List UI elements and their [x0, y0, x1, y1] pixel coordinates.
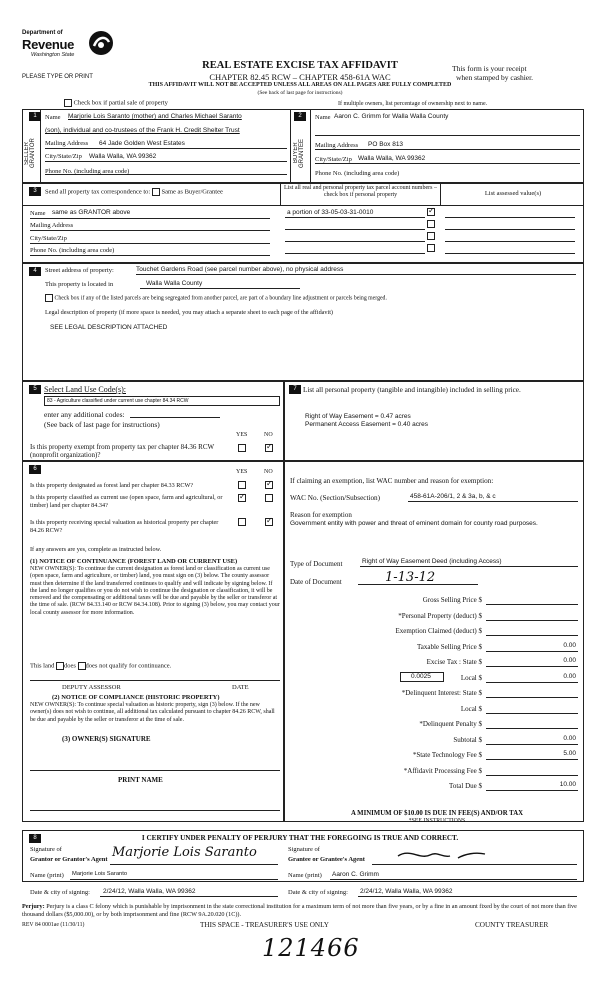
buyer-name[interactable]: Aaron C. Grimm for Walla Walla County [334, 113, 449, 120]
partial-sale [64, 99, 168, 107]
buyer-city-label: City/State/Zip [315, 156, 352, 163]
land-use-see-back: (See back of last page for instructions) [44, 420, 160, 429]
land-use-code-select[interactable]: 83 - Agriculture classified under current use chapter 84.34 RCW [44, 396, 280, 406]
exemption-title: If claiming an exemption, list WAC number and reason for exemption: [290, 477, 494, 485]
current-use-no-checkbox[interactable] [265, 494, 273, 502]
tax-row-label: *Delinquent Interest: State $ [401, 689, 482, 697]
tax-row-label: *Personal Property (deduct) $ [398, 611, 482, 620]
tax-row-label: Gross Selling Price $ [422, 596, 482, 604]
section-number-2: 2 [294, 112, 306, 121]
this-land-label: This land [30, 662, 55, 670]
buyer-city[interactable]: Walla Walla, WA 99362 [358, 155, 426, 162]
logo-dept: Department of [22, 30, 63, 36]
parcel-3-checkbox[interactable] [427, 232, 435, 240]
seller-city-label: City/State/Zip [45, 153, 82, 160]
tax-name-label: Name [30, 210, 46, 217]
street-value[interactable]: Touchet Gardens Road (see parcel number above), no physical address [136, 266, 344, 273]
parcel-1-checkbox[interactable] [427, 208, 435, 216]
seller-side-label: SELLER GRANTOR [24, 138, 36, 168]
receipt-line1: This form is your receipt [452, 64, 527, 73]
notice2-text: NEW OWNER(S): To continue special valuation as historic property, sign (3) below. If the new owner(s) does not wish to continue, all additional tax calculated pursuant to chapter 84.26 RCW, shall be due and payable by the seller or transferor at the time of sale. [30, 702, 275, 723]
grantee-signature[interactable] [390, 846, 490, 864]
section-number-6: 6 [29, 465, 41, 474]
send-all [45, 188, 223, 196]
tax-row-line [486, 682, 578, 683]
notice1-title: (1) NOTICE OF CONTINUANCE (FOREST LAND OR CURRENT USE) [30, 558, 238, 565]
tax-row-label: Total Due $ [449, 782, 482, 790]
grantee-sig-label2: Grantee or Grantee's Agent [288, 856, 365, 863]
form-title: REAL ESTATE EXCISE TAX AFFIDAVIT [202, 60, 398, 71]
perjury-label: Perjury: [22, 903, 45, 910]
tax-row-line [486, 697, 578, 698]
section5-yes: YES [236, 432, 248, 438]
owner-signature-label: (3) OWNER(S) SIGNATURE [62, 735, 151, 743]
perjury-text: Perjury is a class C felony which is punishable by imprisonment in the state correctional institution for a maximum term of not more than five years, or by a fine in an amount fixed by the court of not more than five thousand dollars ($5,000.00), or by both imprisonment and fine (RCW 9A.20.020 (1C)). [22, 903, 577, 918]
historic-no-checkbox[interactable] [265, 518, 273, 526]
grantor-sig-label2: Grantor or Grantor's Agent [30, 856, 108, 863]
exempt-question: Is this property exempt from property tax per chapter 84.36 RCW (nonprofit organization)? [30, 443, 214, 459]
located-value[interactable]: Walla Walla County [146, 280, 203, 287]
tax-row-line [486, 728, 578, 729]
grantee-date[interactable]: 2/24/12, Walla Walla, WA 99362 [360, 888, 453, 895]
tax-row-line [486, 666, 578, 667]
forest-question: Is this property designated as forest land per chapter 84.33 RCW? [30, 482, 194, 489]
tax-row-line [486, 651, 578, 652]
local-rate[interactable]: 0.0025 [400, 672, 444, 682]
tax-row-line [486, 790, 578, 791]
section-number-7: 7 [289, 385, 301, 394]
wac-label: WAC No. (Section/Subsection) [290, 494, 381, 502]
current-use-question: Is this property classified as current use (open space, farm and agricultural, or timber) land per chapter 84.34? [30, 494, 223, 509]
reason-label: Reason for exemption [290, 511, 352, 519]
buyer-mailing[interactable]: PO Box 813 [368, 141, 404, 148]
tax-row-label: Excise Tax : State $ [426, 658, 482, 666]
does-not-checkbox[interactable] [78, 662, 86, 670]
tax-row-label: Local $ [460, 673, 482, 682]
located-label: This property is located in [45, 281, 114, 288]
tax-row-label: *State Technology Fee $ [412, 751, 482, 759]
doc-type-value[interactable]: Right of Way Easement Deed (including Access) [362, 558, 502, 565]
tax-city-label: City/State/Zip [30, 235, 67, 242]
historic-yes-checkbox[interactable] [238, 518, 246, 526]
grantor-date-label: Date & city of signing: [30, 889, 90, 896]
grantee-sig-label1: Signature of [288, 846, 320, 853]
doc-type-label: Type of Document [290, 560, 343, 568]
tax-name[interactable]: same as GRANTOR above [52, 209, 131, 216]
please-type: PLEASE TYPE OR PRINT [22, 74, 93, 80]
segregated-label: Check box if any of the listed parcels are being segregated from another parcel, are part of a boundary line adjustment or parcels being merged. [54, 295, 387, 302]
grantor-date[interactable]: 2/24/12, Walla Walla, WA 99362 [103, 888, 196, 895]
exempt-yes-checkbox[interactable] [238, 444, 246, 452]
section6-no: NO [264, 469, 273, 475]
tax-row-value[interactable]: 0.00 [563, 672, 576, 680]
notice2-title: (2) NOTICE OF COMPLIANCE (HISTORIC PROPERTY) [52, 694, 220, 701]
parcel-2-checkbox[interactable] [427, 220, 435, 228]
seller-name-line2[interactable]: (son), individual and co-trustees of the Frank H. Credit Shelter Trust [45, 127, 240, 134]
section-number-3: 3 [29, 187, 41, 196]
logo-revenue: Revenue [22, 37, 75, 52]
see-instructions: *SEE INSTRUCTIONS [408, 818, 466, 824]
grantee-date-label: Date & city of signing: [288, 889, 348, 896]
personal-property-title: List all personal property (tangible and intangible) included in selling price. [303, 386, 521, 394]
tax-row-line [486, 744, 578, 745]
section5-no: NO [264, 432, 273, 438]
same-as-buyer-checkbox[interactable] [152, 188, 160, 196]
current-use-yes-checkbox[interactable] [238, 494, 246, 502]
minimum-due: A MINIMUM OF $10.00 IS DUE IN FEE(S) AND/OR TAX [350, 810, 524, 817]
notice1-text: NEW OWNER(S): To continue the current designation as forest land or classification as current use (open space, farm and agriculture, or timber) land, you must sign on (3) below. The county assessor must then determine if the land transferred continues to qualify and will indicate by signing below. If the land no longer qualifies or you do not wish to continue the designation or classification, it will be removed and the compensating or additional taxes will be due and payable by the seller or transferor at the time of sale. (RCW 84.33.140 or RCW 84.34.108). Prior to signing (3) below, you may contact your local county assessor for more information. [30, 566, 280, 616]
continuance [30, 662, 171, 670]
tax-row-value[interactable]: 0.00 [563, 657, 576, 664]
legal-value[interactable]: SEE LEGAL DESCRIPTION ATTACHED [50, 324, 168, 331]
grantor-name-label: Name (print) [30, 872, 64, 879]
deputy-date-label: DATE [232, 684, 249, 691]
enter-any-label: enter any additional codes: [44, 410, 125, 419]
logo-washington: Washington State [31, 52, 75, 58]
tax-row-line [486, 620, 578, 621]
buyer-mailing-label: Mailing Address [315, 142, 359, 149]
certify-statement: I CERTIFY UNDER PENALTY OF PERJURY THAT THE FOREGOING IS TRUE AND CORRECT. [141, 834, 459, 842]
perjury-notice [22, 903, 584, 918]
does-not-label: does not qualify for continuance. [85, 662, 172, 670]
tax-row-label: *Affidavit Processing Fee $ [403, 766, 482, 775]
handwritten-number: 121466 [262, 934, 360, 962]
form-warning: THIS AFFIDAVIT WILL NOT BE ACCEPTED UNLESS ALL AREAS ON ALL PAGES ARE FULLY COMPLETED [148, 82, 452, 88]
section-number-8: 8 [29, 834, 41, 843]
receipt-line2: when stamped by cashier. [456, 73, 534, 82]
form-chapter: CHAPTER 82.45 RCW – CHAPTER 458-61A WAC [209, 72, 391, 82]
deputy-assessor-label: DEPUTY ASSESSOR [62, 684, 121, 691]
buyer-phone-label: Phone No. (including area code) [315, 170, 400, 177]
does-label: does [64, 662, 76, 670]
section-6-box [22, 461, 284, 822]
tax-row-label: Subtotal $ [453, 735, 482, 744]
buyer-side-label: BUYER GRANTEE [293, 138, 305, 168]
grantor-sig-label1: Signature of [30, 846, 62, 853]
grantee-name-label: Name (print) [288, 872, 322, 879]
same-as-label: Same as Buyer/Grantee [161, 188, 223, 196]
buyer-name-label: Name [315, 114, 331, 121]
parcel-4-checkbox[interactable] [427, 244, 435, 252]
list-all-header: List all real and personal property tax parcel account numbers – check box if personal property [284, 185, 437, 198]
section6-yes: YES [236, 469, 248, 475]
street-label: Street address of property: [45, 267, 114, 274]
partial-sale-label: Check box if partial sale of property [73, 99, 168, 107]
list-assessed-header: List assessed value(s) [484, 190, 542, 197]
tax-row-label: Exemption Claimed (deduct) $ [395, 627, 482, 635]
seller-city[interactable]: Walla Walla, WA 99362 [89, 153, 157, 160]
tax-phone-label: Phone No. (including area code) [30, 247, 115, 254]
tax-row-value[interactable]: 0.00 [563, 734, 576, 742]
tax-row-line [486, 759, 578, 760]
tax-row-value[interactable]: 0.00 [563, 641, 576, 649]
if-yes-label: If any answers are yes, complete as instructed below. [30, 546, 162, 553]
segregated [45, 294, 387, 302]
legal-label: Legal description of property (if more space is needed, you may attach a separate sheet to each page of the affidavit) [45, 309, 333, 316]
revenue-logo-icon [88, 30, 114, 56]
tax-mailing-label: Mailing Address [30, 222, 74, 229]
personal-property-row1[interactable]: Right of Way Easement = 0.47 acres [305, 413, 411, 420]
partial-sale-checkbox[interactable] [64, 99, 72, 107]
section-number-5: 5 [29, 385, 41, 394]
print-name-label: PRINT NAME [118, 776, 163, 784]
rev-number: REV 84 0001ae (11/30/11) [22, 922, 85, 928]
section-number-4: 4 [29, 267, 41, 276]
seller-name-label: Name [45, 114, 61, 121]
grantor-name[interactable]: Marjorie Lois Saranto [72, 871, 128, 877]
multiple-owners: If multiple owners, list percentage of ownership next to name. [338, 101, 488, 107]
reason-value[interactable]: Government entity with power and threat of eminent domain for county road purposes. [290, 520, 538, 527]
doc-date-label: Date of Document [290, 578, 342, 586]
segregated-checkbox[interactable] [45, 294, 53, 302]
tax-row-label: Taxable Selling Price $ [416, 642, 482, 651]
forest-no-checkbox[interactable] [265, 481, 273, 489]
tax-row-value[interactable]: 5.00 [563, 750, 576, 757]
tax-row-label: *Delinquent Penalty $ [419, 720, 482, 728]
historic-question: Is this property receiving special valuation as historical property per chapter 84.26 RCW? [30, 519, 219, 534]
tax-row-line [486, 604, 578, 605]
section-number-1: 1 [29, 112, 41, 121]
county-treasurer: COUNTY TREASURER [475, 921, 549, 929]
seller-mailing[interactable]: 64 Jade Golden West Estates [99, 140, 185, 147]
tax-row-line [486, 713, 578, 714]
grantor-signature[interactable]: Marjorie Lois Saranto [112, 845, 257, 860]
seller-phone-label: Phone No. (including area code) [45, 168, 130, 175]
seller-name-line1[interactable]: Marjorie Lois Saranto (mother) and Charles Michael Saranto [68, 113, 242, 120]
parcel-number[interactable]: a portion of 33-05-03-31-0010 [287, 209, 374, 216]
doc-date-value[interactable]: 1-13-12 [385, 570, 436, 585]
personal-property-row2[interactable]: Permanent Access Easement = 0.40 acres [305, 421, 429, 428]
tax-row-label: Local $ [460, 704, 482, 713]
forest-yes-checkbox[interactable] [238, 481, 246, 489]
tax-row-line [486, 635, 578, 636]
treasurer-space: THIS SPACE - TREASURER'S USE ONLY [200, 921, 329, 929]
send-all-label: Send all property tax correspondence to: [45, 188, 151, 196]
exempt-no-checkbox[interactable] [265, 444, 273, 452]
grantee-name[interactable]: Aaron C. Grimm [332, 871, 379, 878]
land-use-title: Select Land Use Code(s): [44, 385, 126, 394]
tax-row-line [486, 775, 578, 776]
does-checkbox[interactable] [56, 662, 64, 670]
tax-row-value[interactable]: 10.00 [559, 781, 576, 788]
see-back: (See back of last page for instructions) [257, 90, 343, 96]
wac-value[interactable]: 458-61A-206/1, 2 & 3a, b, & c [410, 493, 496, 500]
seller-mailing-label: Mailing Address [45, 140, 89, 147]
